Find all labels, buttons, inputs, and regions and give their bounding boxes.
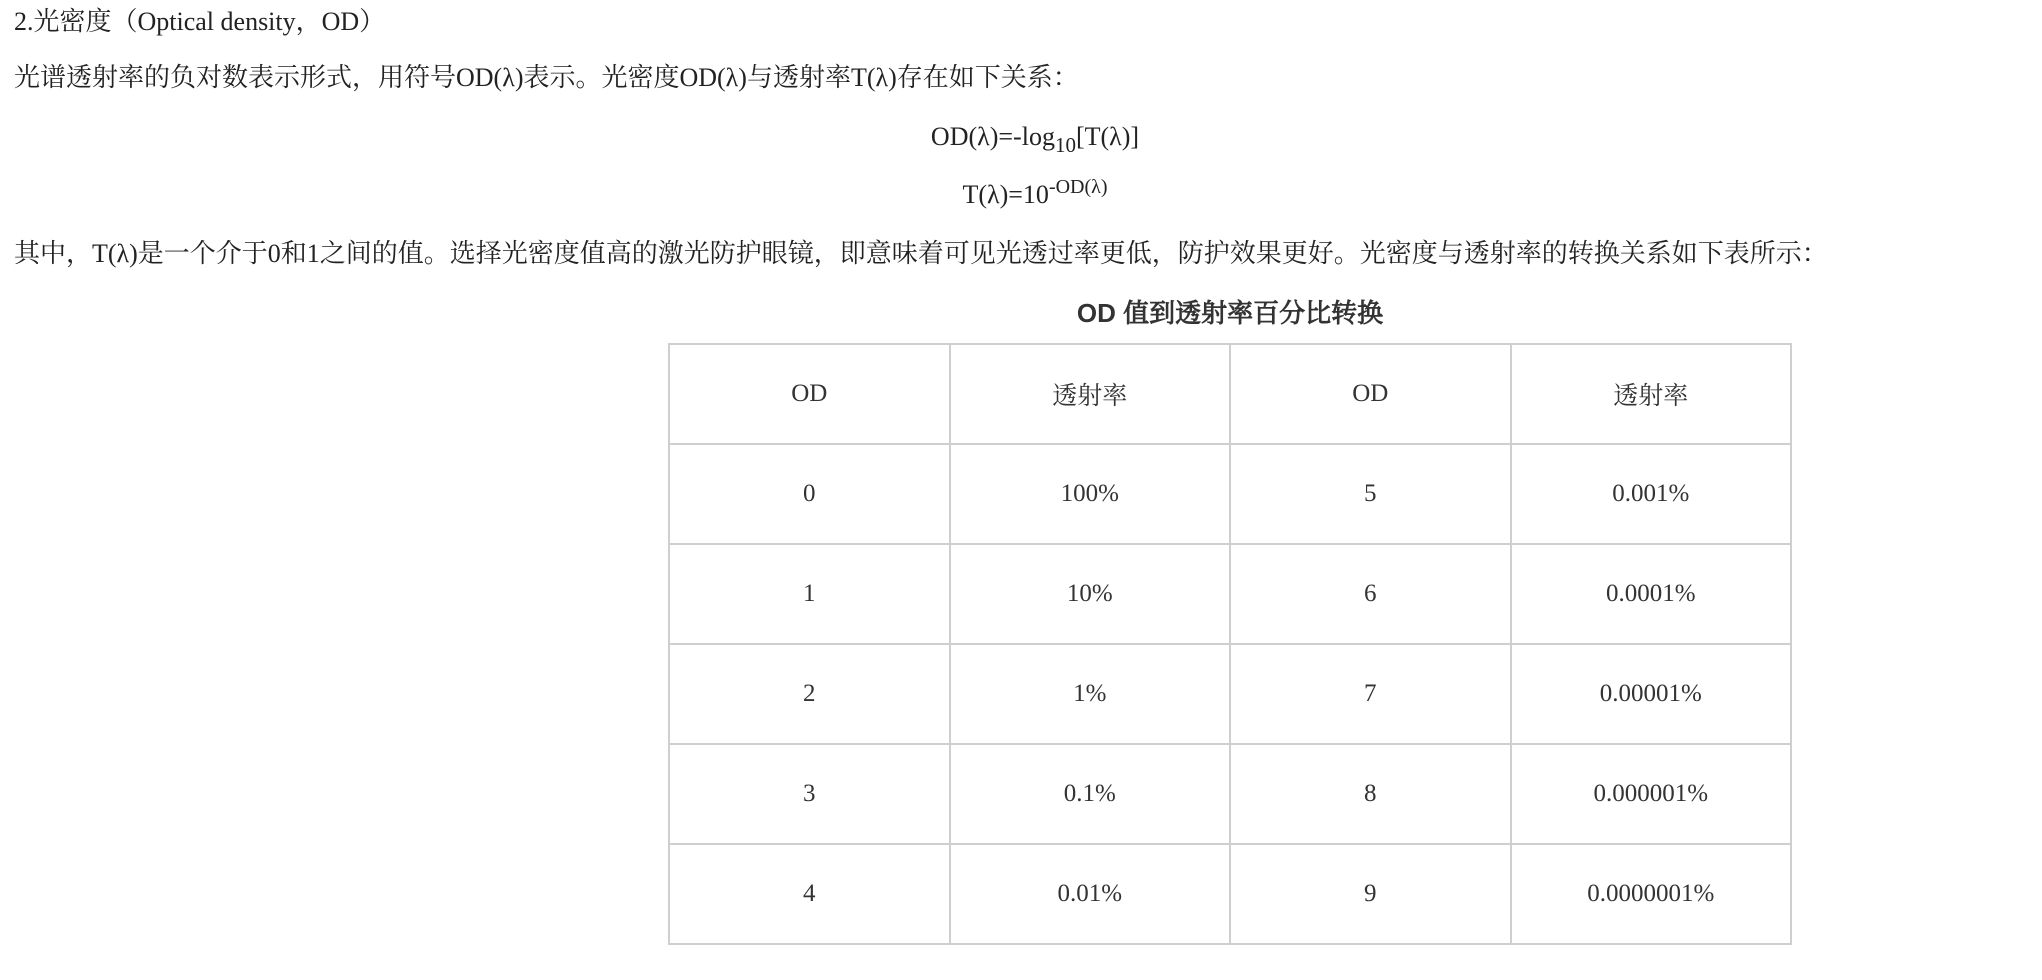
explanation-paragraph: 其中，T(λ)是一个介于0和1之间的值。选择光密度值高的激光防护眼镜，即意味着可见光透过率更低，防护效果更好。光密度与透射率的转换关系如下表所示： (14, 239, 1828, 268)
table-cell: 3 (669, 744, 950, 844)
od-conversion-table (668, 343, 1792, 945)
formula-od-right: [T(λ)] (1075, 122, 1140, 151)
table-row (669, 644, 1791, 744)
header-cell: 透射率 (950, 344, 1231, 444)
formula-od-left: OD(λ)=-log (930, 122, 1055, 151)
table-cell: 0.0000001% (1511, 844, 1792, 944)
table-cell: 0.1% (950, 744, 1231, 844)
table-cell: 2 (669, 644, 950, 744)
header-cell: OD (1230, 344, 1511, 444)
table-cell: 8 (1230, 744, 1511, 844)
table-row (669, 744, 1791, 844)
table-caption: OD 值到透射率百分比转换 (1076, 298, 1384, 328)
table-cell: 0.00001% (1511, 644, 1792, 744)
formula-transmittance-exponent: -OD(λ) (1048, 176, 1108, 198)
section-heading: 2.光密度（Optical density，OD） (14, 7, 386, 36)
table-row (669, 544, 1791, 644)
table-cell: 0 (669, 444, 950, 544)
header-cell: 透射率 (1511, 344, 1792, 444)
table-cell: 9 (1230, 844, 1511, 944)
table-cell: 7 (1230, 644, 1511, 744)
table-row (669, 844, 1791, 944)
table-header-row (669, 344, 1791, 444)
formula-od-definition (14, 120, 2042, 157)
table-cell: 1% (950, 644, 1231, 744)
table-cell: 6 (1230, 544, 1511, 644)
intro-paragraph: 光谱透射率的负对数表示形式，用符号OD(λ)表示。光密度OD(λ)与透射率T(λ)存在如下关系： (14, 63, 1079, 92)
table-cell: 5 (1230, 444, 1511, 544)
table-cell: 0.000001% (1511, 744, 1792, 844)
table-cell: 0.01% (950, 844, 1231, 944)
table-cell: 4 (669, 844, 950, 944)
table-cell: 100% (950, 444, 1231, 544)
table-cell: 0.001% (1511, 444, 1792, 544)
header-cell: OD (669, 344, 950, 444)
table-cell: 0.0001% (1511, 544, 1792, 644)
formula-transmittance-base: T(λ)=10 (962, 180, 1049, 209)
table-cell: 1 (669, 544, 950, 644)
table-cell: 10% (950, 544, 1231, 644)
formula-od-log-base: 10 (1054, 133, 1076, 157)
table-row (669, 444, 1791, 544)
formula-transmittance (14, 178, 2042, 212)
